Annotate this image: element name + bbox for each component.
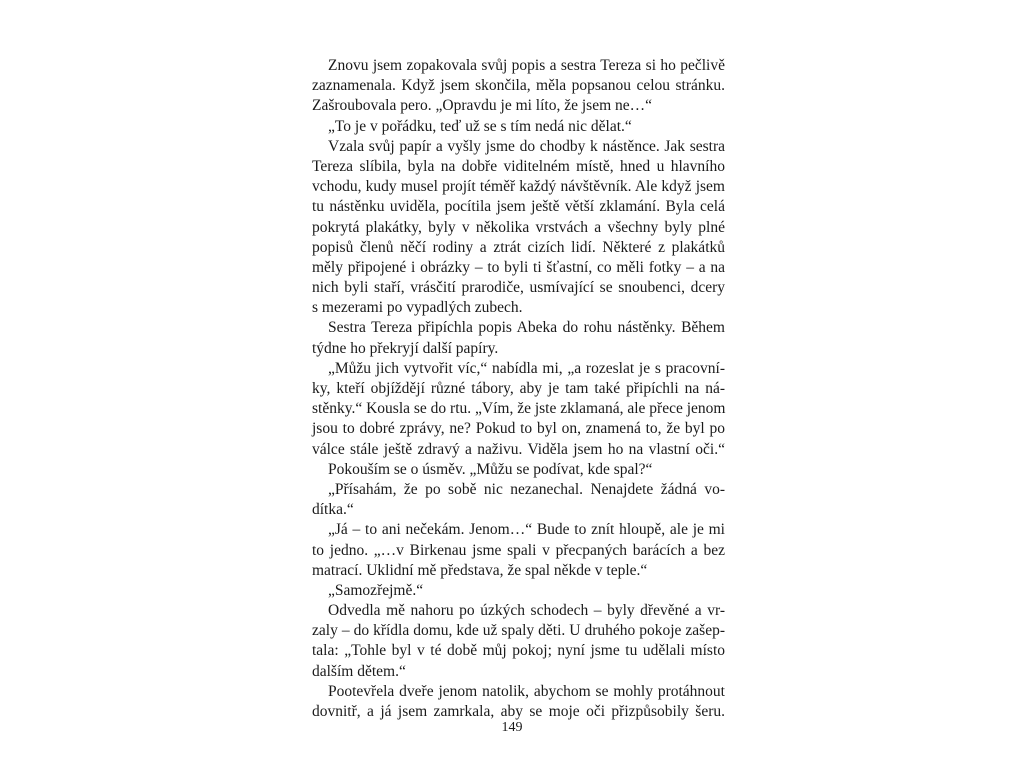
text-line: tala: „Tohle byl v té době můj pokoj; nyní jsme tu udělali místo <box>312 642 725 660</box>
text-line: dítka.“ <box>312 501 354 519</box>
text-line: zaly – do křídla domu, kde už spaly děti. U druhého pokoje zašep- <box>312 622 725 640</box>
text-line: dalším dětem.“ <box>312 662 406 680</box>
text-line: vchodu, kudy musel projít téměř každý návštěvník. Ale když jsem <box>312 178 725 196</box>
text-line: „To je v pořádku, teď už se s tím nedá nic dělat.“ <box>328 117 632 135</box>
text-line: válce stále ještě zdravý a naživu. Viděla jsem ho na vlastní oči.“ <box>312 440 725 458</box>
text-line: Odvedla mě nahoru po úzkých schodech – byly dřevěné a vr- <box>328 602 725 620</box>
text-line: zaznamenala. Když jsem skončila, měla popsanou celou stránku. <box>312 77 725 95</box>
text-line: Vzala svůj papír a vyšly jsme do chodby k nástěnce. Jak sestra <box>328 137 725 155</box>
text-line: Sestra Tereza připíchla popis Abeka do rohu nástěnky. Během <box>328 319 725 337</box>
text-line: „Já – to ani nečekám. Jenom…“ Bude to znít hloupě, ale je mi <box>328 521 725 539</box>
text-line: Pokouším se o úsměv. „Můžu se podívat, kde spal?“ <box>328 460 653 478</box>
text-line: s mezerami po vypadlých zubech. <box>312 299 523 317</box>
text-line: nich byli staří, vrásčití prarodiče, usmívající se snoubenci, dcery <box>312 279 725 297</box>
text-line: „Samozřejmě.“ <box>328 581 424 599</box>
text-line: jsou to dobré zprávy, ne? Pokud to byl on, znamená to, že byl po <box>312 420 725 438</box>
text-line: Pootevřela dveře jenom natolik, abychom se mohly protáhnout <box>328 682 725 700</box>
text-line: ky, kteří objíždějí různé tábory, aby je tam také připíchli na ná- <box>312 380 725 397</box>
text-line: stěnky.“ Kousla se do rtu. „Vím, že jste zklamaná, ale přece jenom <box>312 400 726 418</box>
text-line: dovnitř, a já jsem zamrkala, aby se moje oči přizpůsobily šeru. <box>312 703 725 720</box>
page-number: 149 <box>501 720 523 735</box>
text-line: týdne ho překryjí další papíry. <box>312 339 499 357</box>
book-page-text <box>312 56 725 722</box>
text-line: „Přísahám, že po sobě nic nezanechal. Nenajdete žádná vo- <box>328 480 725 498</box>
text-line: Tereza slíbila, byla na dobře viditelném místě, hned u hlavního <box>312 157 725 175</box>
text-line: Zašroubovala pero. „Opravdu je mi líto, že jsem ne…“ <box>312 97 653 115</box>
text-line: tu nástěnku uviděla, pocítila jsem ještě větší zklamání. Byla celá <box>312 198 725 216</box>
text-line: matrací. Uklidní mě představa, že spal někde v teple.“ <box>312 561 648 579</box>
text-line: pokrytá plakátky, byly v několika vrstvách a všechny byly plné <box>312 218 725 236</box>
text-line: to jedno. „…v Birkenau jsme spali v přecpaných barácích a bez <box>312 541 725 559</box>
text-line: popisů členů něčí rodiny a ztrát cizích lidí. Některé z plakátků <box>312 238 725 256</box>
text-line: Znovu jsem zopakovala svůj popis a sestra Tereza si ho pečlivě <box>328 57 725 74</box>
text-line: měly připojené i obrázky – to byli ti šťastní, co měli fotky – a na <box>312 258 725 276</box>
text-line: „Můžu jich vytvořit víc,“ nabídla mi, „a rozeslat je s pracovní- <box>328 359 725 377</box>
